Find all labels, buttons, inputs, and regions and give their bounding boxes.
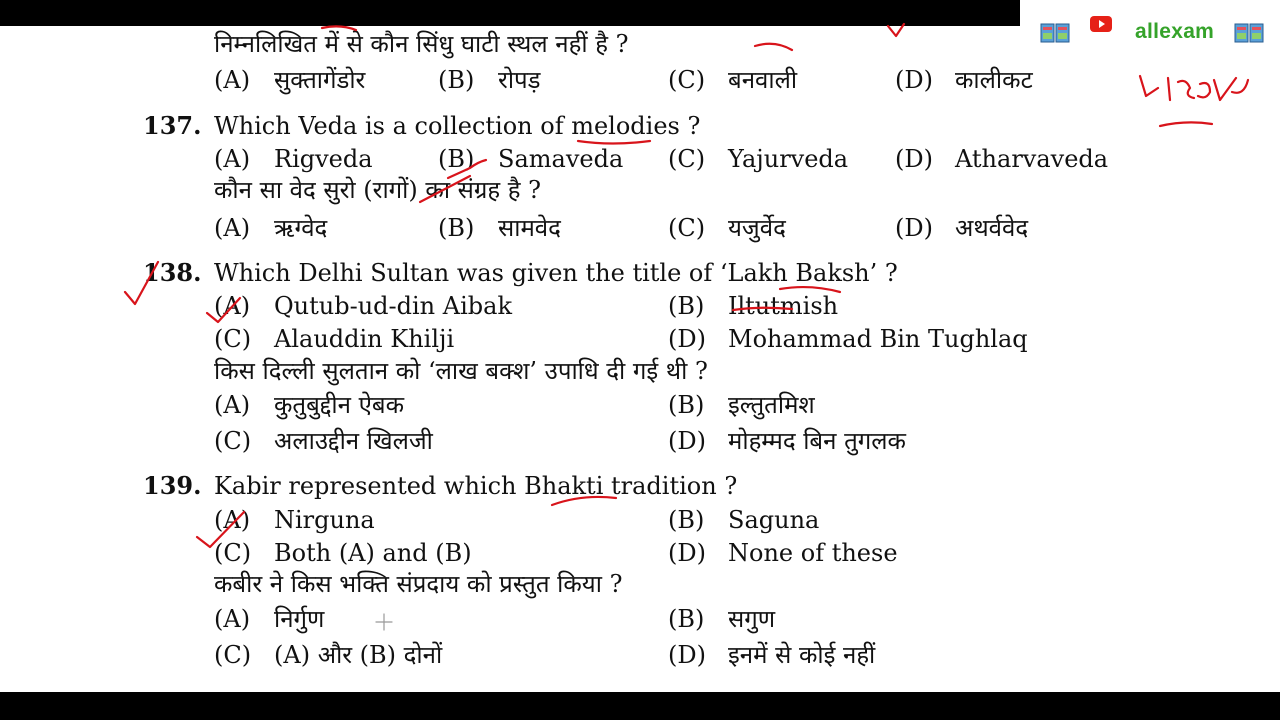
q138-hi-option-c: (C) अलाउद्दीन खिलजी bbox=[214, 427, 433, 455]
q137-hi-option-a: (A) ऋग्वेद bbox=[214, 214, 328, 242]
q137-hi-option-c: (C) यजुर्वेद bbox=[668, 214, 786, 242]
bottom-black-bar bbox=[0, 692, 1280, 720]
question-137-number: 137. bbox=[143, 111, 202, 140]
q136-hi-option-d: (D) कालीकट bbox=[895, 66, 1033, 94]
q139-en-option-a: (A) Nirguna bbox=[214, 506, 375, 534]
q136-hi-option-b: (B) रोपड़ bbox=[438, 66, 541, 94]
question-137-hindi: कौन सा वेद सुरो (रागों) का संग्रह है ? bbox=[214, 176, 542, 204]
question-139-hindi: कबीर ने किस भक्ति संप्रदाय को प्रस्तुत किया ? bbox=[214, 570, 623, 598]
q138-en-option-a: (A) Qutub-ud-din Aibak bbox=[214, 292, 512, 320]
q138-hi-option-d: (D) मोहम्मद बिन तुगलक bbox=[668, 427, 906, 455]
q139-hi-option-b: (B) सगुण bbox=[668, 605, 776, 633]
q137-en-option-a: (A) Rigveda bbox=[214, 145, 373, 173]
question-136-hindi: निम्नलिखित में से कौन सिंधु घाटी स्थल नहीं है ? bbox=[214, 30, 629, 58]
q136-hi-option-c: (C) बनवाली bbox=[668, 66, 798, 94]
q138-hi-option-a: (A) कुतुबुद्दीन ऐबक bbox=[214, 391, 405, 419]
question-139-english: Kabir represented which Bhakti tradition ? bbox=[214, 472, 738, 500]
q136-hi-option-a: (A) सुक्तागेंडोर bbox=[214, 66, 366, 94]
question-138-english: Which Delhi Sultan was given the title of ‘Lakh Baksh’ ? bbox=[214, 259, 898, 287]
question-137-english: Which Veda is a collection of melodies ? bbox=[214, 112, 701, 140]
q137-hi-option-d: (D) अथर्ववेद bbox=[895, 214, 1029, 242]
q139-hi-option-c: (C) (A) और (B) दोनों bbox=[214, 641, 443, 669]
q138-en-option-c: (C) Alauddin Khilji bbox=[214, 325, 455, 353]
q139-en-option-c: (C) Both (A) and (B) bbox=[214, 539, 472, 567]
q138-hi-option-b: (B) इल्तुतमिश bbox=[668, 391, 815, 419]
question-138-hindi: किस दिल्ली सुलतान को ‘लाख बक्श’ उपाधि दी गई थी ? bbox=[214, 357, 708, 385]
q139-hi-option-d: (D) इनमें से कोई नहीं bbox=[668, 641, 876, 669]
q137-en-option-b: (B) Samaveda bbox=[438, 145, 624, 173]
q139-hi-option-a: (A) निर्गुण bbox=[214, 605, 325, 633]
q138-en-option-b: (B) Iltutmish bbox=[668, 292, 839, 320]
brand-name: allexam bbox=[1135, 20, 1215, 43]
q137-hi-option-b: (B) सामवेद bbox=[438, 214, 561, 242]
question-138-number: 138. bbox=[143, 258, 202, 287]
q137-en-option-d: (D) Atharvaveda bbox=[895, 145, 1109, 173]
q139-en-option-d: (D) None of these bbox=[668, 539, 898, 567]
q138-en-option-d: (D) Mohammad Bin Tughlaq bbox=[668, 325, 1028, 353]
q137-en-option-c: (C) Yajurveda bbox=[668, 145, 849, 173]
question-139-number: 139. bbox=[143, 471, 202, 500]
q139-en-option-b: (B) Saguna bbox=[668, 506, 820, 534]
